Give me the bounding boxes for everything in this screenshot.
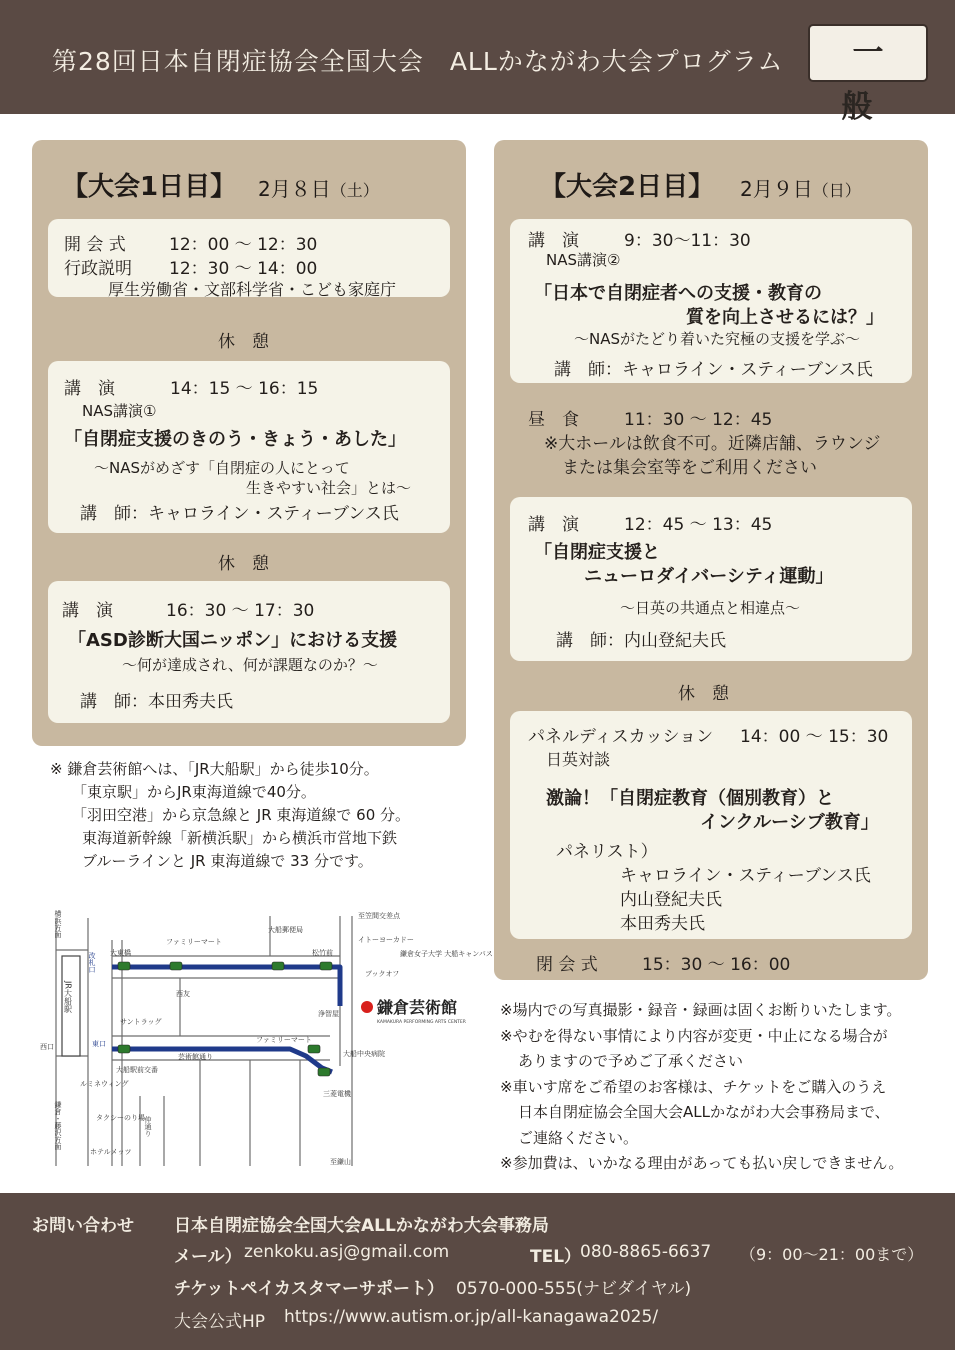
opening-time: 12：00 〜 12：30 [169, 235, 318, 255]
day1-opening-card [48, 219, 450, 297]
d2-lecture2-time: 12：45 〜 13：45 [624, 515, 773, 535]
tel-hours: （9：00〜21：00まで） [740, 1245, 924, 1264]
lunch-time: 11：30 〜 12：45 [624, 410, 773, 430]
map-label: 大東橋 [110, 949, 131, 957]
d2-lecture2-subtitle: 〜日英の共通点と相違点〜 [620, 599, 801, 617]
map-label: 三菱電機 [323, 1090, 351, 1098]
map-label: ルミネウィング [80, 1080, 129, 1088]
d2-lecture1-series: NAS講演② [546, 251, 621, 269]
lecture1-speaker: 講 師：キャロライン・スティーブンス氏 [80, 504, 399, 524]
notice-line: ありますので予めご了承ください [518, 1052, 744, 1070]
access-line: 「羽田空港」から京急線と JR 東海道線で 60 分。 [72, 806, 411, 824]
d2-lecture1-title1: 「日本で自閉症者への支援・教育の [534, 283, 822, 304]
map-label: 改札口 [88, 952, 96, 973]
mail-label: メール） [174, 1247, 242, 1267]
map-label: ファミリーマート [256, 1036, 312, 1044]
day2-lecture2-card [510, 497, 912, 661]
map-label: 鎌倉女子大学 大船キャンパス [400, 950, 493, 958]
map-label: イトーヨーカドー [358, 936, 414, 944]
panel-label: パネルディスカッション [528, 727, 714, 747]
map-label: タクシーのり場 [96, 1114, 145, 1122]
category-badge: 一般 [808, 24, 928, 82]
lecture1-label: 講 演 [64, 379, 115, 399]
tel-number[interactable]: 080-8865-6637 [580, 1242, 712, 1262]
lecture1-subtitle2: 生きやすい社会」とは〜 [246, 479, 412, 497]
tel-label: TEL） [530, 1247, 582, 1267]
d2-lecture1-label: 講 演 [528, 231, 579, 251]
map-label: 大船駅前交番 [116, 1066, 158, 1074]
map-label: サントラッグ [120, 1018, 162, 1026]
admin-label: 行政説明 [64, 259, 132, 279]
map-venue: 鎌倉芸術館 [377, 998, 458, 1017]
map-label: 浄智屋 [318, 1010, 339, 1018]
panel-time: 14：00 〜 15：30 [740, 727, 889, 747]
page-header [0, 0, 955, 125]
d2-lecture2-label: 講 演 [528, 515, 579, 535]
map-label: 至笠間交差点 [358, 912, 400, 920]
lecture2-subtitle: 〜何が達成され、何が課題なのか？〜 [122, 656, 378, 674]
access-map [40, 896, 493, 1176]
access-line: 「東京駅」からJR東海道線で40分。 [72, 783, 316, 801]
d2-lecture1-speaker: 講 師：キャロライン・スティーブンス氏 [554, 360, 873, 380]
map-label: 大船中央病院 [343, 1050, 385, 1058]
day1-lecture1-card [48, 361, 450, 533]
hp-label: 大会公式HP [174, 1312, 266, 1332]
ticket-label: チケットペイカスタマーサポート） [174, 1279, 444, 1299]
day1-break2: 休 憩 [218, 554, 269, 574]
ministries: 厚生労働省・文部科学省・こども家庭庁 [108, 280, 397, 299]
map-label: 松竹前 [312, 949, 333, 957]
map-label: 東口 [92, 1040, 106, 1048]
map-label: 仲通り [144, 1116, 152, 1137]
hp-url[interactable]: https://www.autism.or.jp/all-kanagawa2025/ [284, 1307, 659, 1327]
closing-label: 閉 会 式 [536, 955, 598, 975]
lecture1-time: 14：15 〜 16：15 [170, 379, 319, 399]
day2-title: 【大会2日目】 [540, 172, 715, 202]
map-label: 鎌倉・藤沢方面 [54, 1101, 62, 1150]
day1-panel [32, 140, 466, 746]
day2-date: 2月９日（日） [740, 177, 861, 201]
access-notes [50, 758, 410, 873]
day1-title: 【大会1日目】 [62, 172, 237, 202]
map-label: ホテルメッツ [90, 1148, 132, 1156]
admin-time: 12：30 〜 14：00 [169, 259, 318, 279]
day1-date: 2月８日（土） [258, 177, 379, 201]
panelist: 本田秀夫氏 [620, 914, 705, 934]
panelist: 内山登紀夫氏 [620, 890, 722, 910]
office-name: 日本自閉症協会全国大会ALLかながわ大会事務局 [174, 1216, 549, 1236]
panelists-label: パネリスト） [556, 842, 658, 862]
contact-label: お問い合わせ [32, 1216, 134, 1236]
d2-lecture2-title1: 「自閉症支援と [534, 542, 660, 563]
notice-line: ※参加費は、いかなる理由があっても払い戻しできません。 [500, 1154, 904, 1172]
panel-title2: インクルーシブ教育」 [700, 812, 879, 833]
day1-lecture2-card [48, 581, 450, 723]
d2-lecture1-title2: 質を向上させるには？」 [686, 307, 884, 328]
d2-lecture1-time: 9：30〜11：30 [624, 231, 751, 251]
day2-panel-card [510, 711, 912, 939]
opening-label: 開 会 式 [64, 235, 126, 255]
access-line: ※ 鎌倉芸術館へは、「JR大船駅」から徒歩10分。 [50, 760, 379, 778]
map-label: 大船郵便局 [268, 926, 303, 934]
day2-lecture1-card [510, 219, 912, 383]
day2-break: 休 憩 [678, 684, 729, 704]
lecture1-title: 「自閉症支援のきのう・きょう・あした」 [64, 429, 406, 450]
map-label: 横浜方面 [54, 910, 62, 938]
access-line: 東海道新幹線「新横浜駅」から横浜市営地下鉄 [82, 829, 398, 847]
d2-lecture1-subtitle: 〜NASがたどり着いた究極の支援を学ぶ〜 [574, 330, 861, 348]
page-title: 第28回日本自閉症協会全国大会 ALLかながわ大会プログラム [52, 47, 784, 76]
panel-title1: 激論！「自閉症教育（個別教育）と [546, 788, 834, 809]
map-label: ブックオフ [365, 970, 400, 978]
ticket-tel[interactable]: 0570-000-555(ナビダイヤル) [456, 1279, 692, 1299]
notice-line: ご連絡ください。 [518, 1128, 639, 1147]
lecture2-speaker: 講 師：本田秀夫氏 [80, 692, 233, 712]
map-label: 西友 [176, 990, 190, 998]
panel-sub: 日英対談 [546, 750, 611, 769]
lecture1-series: NAS講演① [82, 402, 157, 420]
map-label: JR大船駅 [63, 981, 73, 1013]
map-venue-en: KAMAKURA PERFORMING ARTS CENTER [377, 1020, 466, 1025]
notices [500, 998, 903, 1177]
map-label: 芸術館通り [178, 1053, 213, 1061]
notice-line: ※やむを得ない事情により内容が変更・中止になる場合が [500, 1026, 888, 1045]
notice-line: 日本自閉症協会全国大会ALLかながわ大会事務局まで、 [518, 1103, 890, 1121]
lunch-note2: または集会室等をご利用ください [562, 458, 817, 478]
lecture2-title: 「ASD診断大国ニッポン」における支援 [68, 630, 398, 651]
map-label: ファミリーマート [166, 938, 222, 946]
map-label: 西口 [40, 1043, 54, 1051]
closing-time: 15：30 〜 16：00 [642, 955, 791, 975]
lecture1-subtitle1: 〜NASがめざす「自閉症の人にとって [94, 459, 350, 477]
notice-line: ※車いす席をご希望のお客様は、チケットをご購入のうえ [500, 1077, 887, 1096]
mail-address[interactable]: zenkoku.asj@gmail.com [244, 1242, 450, 1262]
lunch-note1: ※大ホールは飲食不可。近隣店舗、ラウンジ [544, 434, 881, 454]
page-footer [0, 1193, 955, 1350]
lecture2-time: 16：30 〜 17：30 [166, 601, 315, 621]
access-line: ブルーラインと JR 東海道線で 33 分です。 [82, 852, 373, 870]
lecture2-label: 講 演 [62, 601, 113, 621]
notice-line: ※場内での写真撮影・録音・録画は固くお断りいたします。 [500, 1001, 902, 1019]
panelist: キャロライン・スティーブンス氏 [620, 866, 871, 886]
day2-panel [494, 140, 928, 980]
lunch-label: 昼 食 [528, 410, 579, 430]
map-label: 至鎌山 [330, 1158, 351, 1166]
day1-break1: 休 憩 [218, 332, 269, 352]
d2-lecture2-speaker: 講 師：内山登紀夫氏 [556, 631, 726, 651]
d2-lecture2-title2: ニューロダイバーシティ運動」 [584, 566, 834, 587]
